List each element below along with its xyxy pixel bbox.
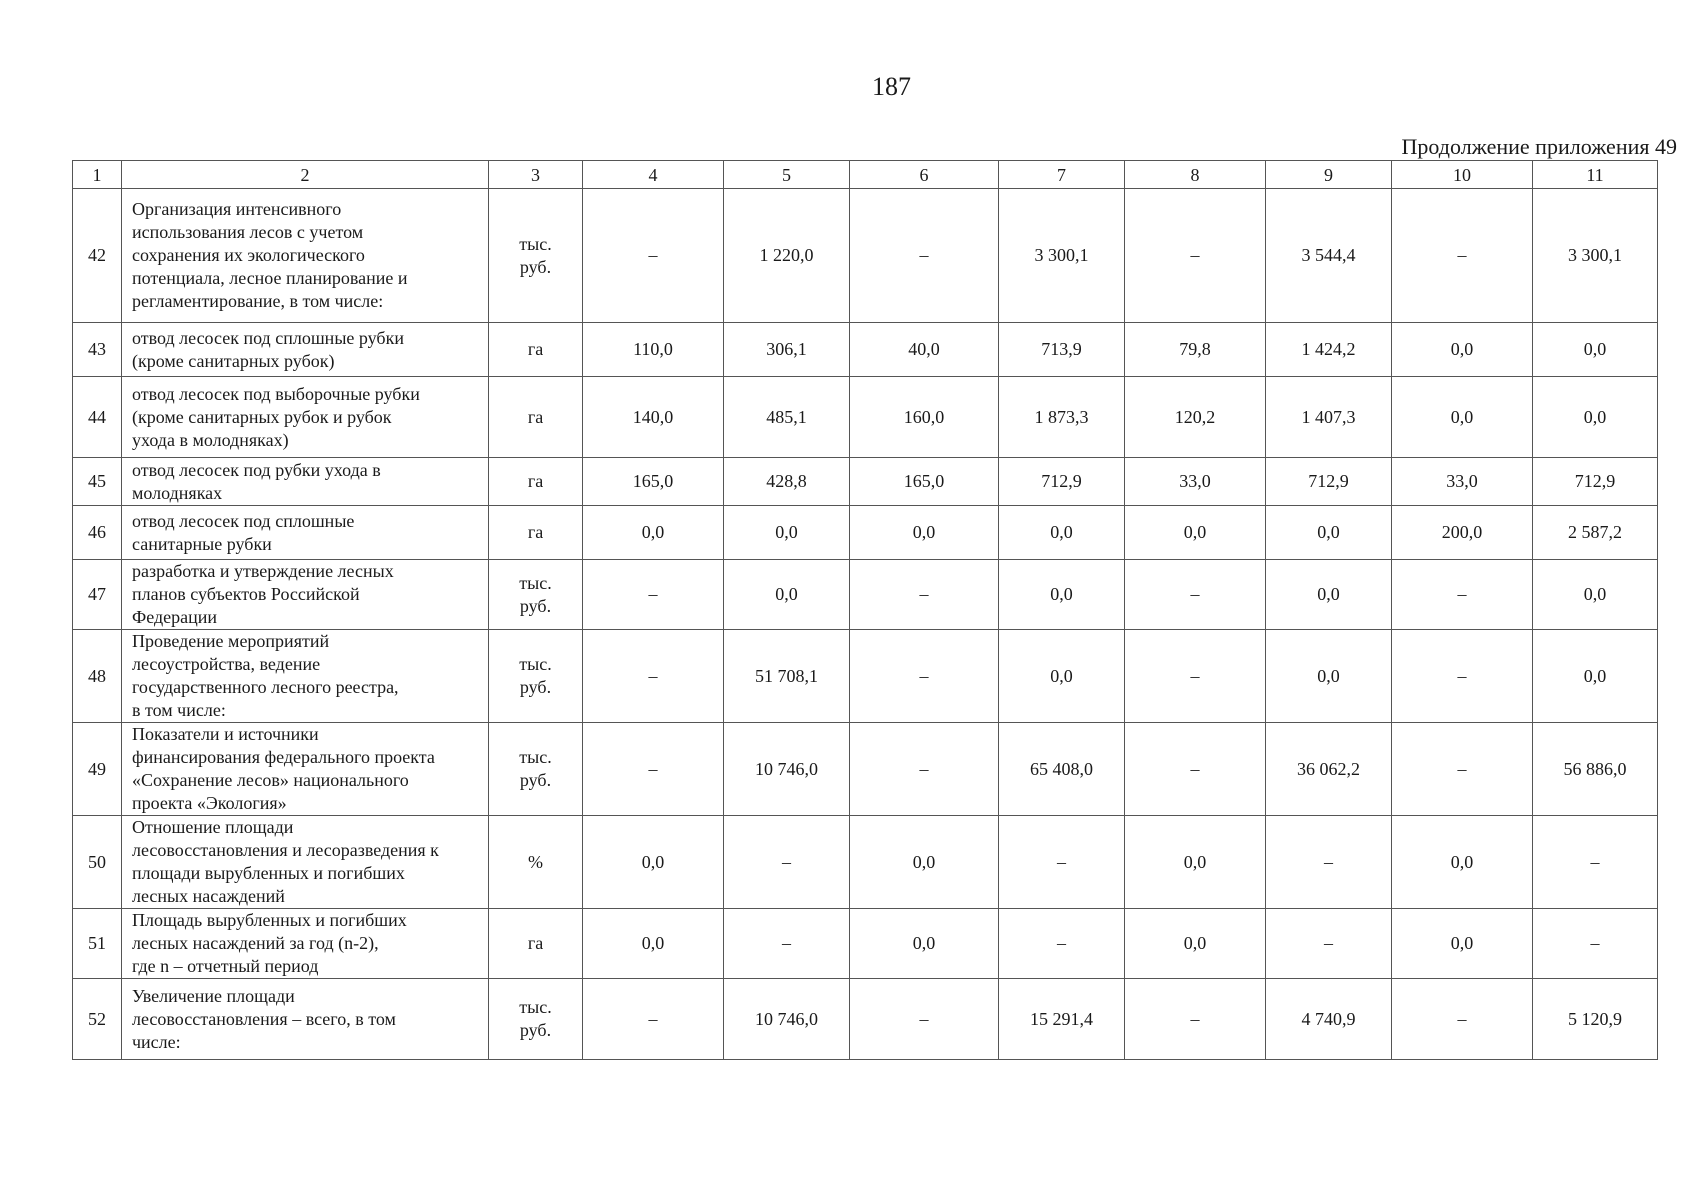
value-cell: – — [583, 560, 724, 630]
column-header: 3 — [489, 161, 583, 189]
value-cell: 36 062,2 — [1266, 723, 1392, 816]
value-cell: – — [724, 816, 850, 909]
table-row — [73, 323, 1658, 377]
value-cell: – — [1392, 189, 1533, 323]
indicator-name — [122, 909, 489, 979]
indicator-name — [122, 816, 489, 909]
value-cell: 0,0 — [1392, 377, 1533, 458]
unit-line: тыс. — [519, 747, 552, 767]
indicator-name-line: отвод лесосек под рубки ухода в — [132, 459, 381, 480]
indicator-name-line: потенциала, лесное планирование и — [132, 268, 408, 288]
indicator-name-line: «Сохранение лесов» национального — [132, 770, 409, 790]
continuation-caption: Продолжение приложения 49 — [1401, 134, 1677, 159]
column-header: 4 — [583, 161, 724, 189]
table-row — [73, 979, 1658, 1060]
indicator-name — [122, 560, 489, 630]
column-header: 5 — [724, 161, 850, 189]
value-cell: – — [850, 560, 999, 630]
indicator-name-line: Площадь вырубленных и погибших — [132, 910, 407, 930]
value-cell: – — [850, 630, 999, 723]
value-cell: 200,0 — [1392, 506, 1533, 560]
value-cell: – — [999, 816, 1125, 909]
table-row — [73, 630, 1658, 723]
value-cell: 56 886,0 — [1533, 723, 1658, 816]
table-row — [73, 723, 1658, 816]
row-number: 50 — [73, 816, 122, 909]
value-cell: 110,0 — [583, 323, 724, 377]
indicator-name-line: разработка и утверждение лесных — [132, 561, 394, 581]
indicator-name-line: использования лесов с учетом — [132, 222, 364, 242]
indicator-name-line: числе: — [132, 1031, 181, 1052]
value-cell: – — [583, 723, 724, 816]
value-cell: 0,0 — [1266, 506, 1392, 560]
value-cell: 79,8 — [1125, 323, 1266, 377]
value-cell: 5 120,9 — [1533, 979, 1658, 1060]
value-cell: 0,0 — [1266, 560, 1392, 630]
value-cell: – — [999, 909, 1125, 979]
unit-cell — [489, 560, 583, 630]
value-cell: 3 544,4 — [1266, 189, 1392, 323]
value-cell: 1 407,3 — [1266, 377, 1392, 458]
value-cell: – — [583, 189, 724, 323]
value-cell: 0,0 — [724, 506, 850, 560]
value-cell: 713,9 — [999, 323, 1125, 377]
value-cell: – — [1533, 816, 1658, 909]
value-cell: – — [1533, 909, 1658, 979]
column-header: 2 — [122, 161, 489, 189]
column-header: 8 — [1125, 161, 1266, 189]
column-header: 11 — [1533, 161, 1658, 189]
table-row — [73, 560, 1658, 630]
unit-line: га — [527, 406, 544, 427]
indicator-name-line: лесовосстановления – всего, в том — [132, 1008, 396, 1029]
value-cell: 712,9 — [1533, 458, 1658, 506]
indicator-name — [122, 979, 489, 1060]
unit-cell — [489, 979, 583, 1060]
value-cell: 15 291,4 — [999, 979, 1125, 1060]
unit-cell — [489, 506, 583, 560]
unit-line: руб. — [519, 256, 552, 277]
indicator-name-line: регламентирование, в том числе: — [132, 291, 384, 311]
value-cell: 10 746,0 — [724, 979, 850, 1060]
value-cell: 0,0 — [1533, 377, 1658, 458]
unit-line: тыс. — [519, 654, 552, 674]
unit-line: га — [527, 522, 544, 542]
value-cell: 0,0 — [999, 506, 1125, 560]
table-row — [73, 909, 1658, 979]
row-number: 42 — [73, 189, 122, 323]
value-cell: – — [850, 723, 999, 816]
value-cell: 165,0 — [583, 458, 724, 506]
value-cell: 0,0 — [1392, 816, 1533, 909]
indicator-name-line: лесовосстановления и лесоразведения к — [132, 840, 439, 860]
value-cell: 33,0 — [1392, 458, 1533, 506]
indicator-name-line: ухода в молодняках) — [132, 429, 289, 450]
unit-cell — [489, 377, 583, 458]
column-header: 10 — [1392, 161, 1533, 189]
value-cell: 0,0 — [1533, 560, 1658, 630]
unit-line: руб. — [519, 677, 552, 697]
indicator-name-line: лесоустройства, ведение — [132, 654, 321, 674]
unit-line: руб. — [519, 595, 552, 616]
table-row — [73, 189, 1658, 323]
value-cell: – — [1125, 189, 1266, 323]
indicator-name-line: Федерации — [132, 607, 218, 627]
value-cell: 306,1 — [724, 323, 850, 377]
value-cell: – — [1125, 723, 1266, 816]
row-number: 44 — [73, 377, 122, 458]
indicator-name-line: отвод лесосек под сплошные — [132, 510, 355, 531]
value-cell: 160,0 — [850, 377, 999, 458]
indicator-name-line: в том числе: — [132, 700, 226, 720]
value-cell: – — [1125, 630, 1266, 723]
value-cell: 10 746,0 — [724, 723, 850, 816]
unit-cell — [489, 816, 583, 909]
value-cell: 2 587,2 — [1533, 506, 1658, 560]
indicator-name — [122, 630, 489, 723]
row-number: 49 — [73, 723, 122, 816]
indicator-name — [122, 377, 489, 458]
value-cell: 0,0 — [850, 816, 999, 909]
value-cell: 0,0 — [1533, 323, 1658, 377]
value-cell: 0,0 — [583, 816, 724, 909]
value-cell: 0,0 — [1266, 630, 1392, 723]
table-row — [73, 377, 1658, 458]
unit-line: тыс. — [519, 572, 552, 593]
row-number: 46 — [73, 506, 122, 560]
value-cell: 0,0 — [850, 506, 999, 560]
value-cell: 1 873,3 — [999, 377, 1125, 458]
value-cell: 51 708,1 — [724, 630, 850, 723]
value-cell: 4 740,9 — [1266, 979, 1392, 1060]
table-body — [73, 189, 1658, 1060]
unit-line: тыс. — [519, 233, 552, 254]
value-cell: 428,8 — [724, 458, 850, 506]
indicator-name-line: площади вырубленных и погибших — [132, 863, 405, 883]
unit-line: руб. — [519, 1020, 552, 1040]
unit-cell — [489, 323, 583, 377]
table-row — [73, 816, 1658, 909]
value-cell: 120,2 — [1125, 377, 1266, 458]
indicator-name-line: Показатели и источники — [132, 724, 319, 744]
indicator-name-line: Отношение площади — [132, 817, 294, 837]
column-header: 7 — [999, 161, 1125, 189]
value-cell: – — [1266, 816, 1392, 909]
indicator-name — [122, 189, 489, 323]
unit-cell — [489, 723, 583, 816]
unit-cell — [489, 630, 583, 723]
page-number: 187 — [872, 72, 911, 101]
value-cell: – — [1392, 630, 1533, 723]
indicator-name — [122, 723, 489, 816]
indicator-name-line: отвод лесосек под выборочные рубки — [132, 383, 420, 404]
value-cell: 0,0 — [850, 909, 999, 979]
value-cell: 485,1 — [724, 377, 850, 458]
indicator-name-line: планов субъектов Российской — [132, 584, 360, 604]
value-cell: – — [850, 979, 999, 1060]
row-number: 51 — [73, 909, 122, 979]
unit-cell — [489, 458, 583, 506]
indicator-name-line: Проведение мероприятий — [132, 631, 330, 651]
indicator-name — [122, 458, 489, 506]
indicator-name-line: лесных насаждений за год (n-2), — [132, 933, 379, 953]
indicator-name-line: отвод лесосек под сплошные рубки — [132, 327, 404, 348]
value-cell: – — [1125, 560, 1266, 630]
header-row — [73, 161, 1658, 189]
indicator-name-line: сохранения их экологического — [132, 245, 365, 265]
value-cell: 1 424,2 — [1266, 323, 1392, 377]
value-cell: 0,0 — [1392, 323, 1533, 377]
row-number: 45 — [73, 458, 122, 506]
value-cell: 0,0 — [583, 506, 724, 560]
value-cell: 0,0 — [1125, 506, 1266, 560]
indicator-name — [122, 506, 489, 560]
indicator-name-line: молодняках — [132, 482, 223, 503]
value-cell: 712,9 — [999, 458, 1125, 506]
column-header: 6 — [850, 161, 999, 189]
unit-cell — [489, 189, 583, 323]
value-cell: 40,0 — [850, 323, 999, 377]
value-cell: – — [724, 909, 850, 979]
value-cell: 712,9 — [1266, 458, 1392, 506]
value-cell: 0,0 — [999, 630, 1125, 723]
value-cell: 0,0 — [1533, 630, 1658, 723]
value-cell: 65 408,0 — [999, 723, 1125, 816]
value-cell: 33,0 — [1125, 458, 1266, 506]
unit-line: га — [527, 933, 544, 953]
indicator-name-line: лесных насаждений — [132, 886, 285, 906]
value-cell: 0,0 — [1125, 816, 1266, 909]
unit-line: га — [527, 339, 544, 359]
value-cell: 0,0 — [724, 560, 850, 630]
indicator-name-line: финансирования федерального проекта — [132, 747, 435, 767]
unit-line: % — [528, 851, 543, 872]
row-number: 47 — [73, 560, 122, 630]
value-cell: – — [1392, 560, 1533, 630]
value-cell: – — [1392, 723, 1533, 816]
indicator-name-line: государственного лесного реестра, — [132, 677, 399, 697]
indicator-name-line: где n – отчетный период — [132, 956, 319, 976]
indicator-name-line: санитарные рубки — [132, 533, 272, 554]
table-row — [73, 506, 1658, 560]
row-number: 48 — [73, 630, 122, 723]
row-number: 43 — [73, 323, 122, 377]
data-table — [72, 160, 1658, 1060]
column-header: 9 — [1266, 161, 1392, 189]
value-cell: 1 220,0 — [724, 189, 850, 323]
value-cell: 3 300,1 — [1533, 189, 1658, 323]
value-cell: 0,0 — [1125, 909, 1266, 979]
indicator-name — [122, 323, 489, 377]
value-cell: 3 300,1 — [999, 189, 1125, 323]
unit-line: тыс. — [519, 997, 552, 1017]
value-cell: – — [1125, 979, 1266, 1060]
indicator-name-line: Увеличение площади — [132, 985, 295, 1006]
value-cell: 0,0 — [583, 909, 724, 979]
value-cell: – — [1392, 979, 1533, 1060]
table-row — [73, 458, 1658, 506]
value-cell: 165,0 — [850, 458, 999, 506]
indicator-name-line: (кроме санитарных рубок) — [132, 350, 335, 371]
indicator-name-line: проекта «Экология» — [132, 793, 287, 813]
value-cell: 0,0 — [1392, 909, 1533, 979]
unit-line: га — [527, 471, 544, 491]
value-cell: – — [583, 979, 724, 1060]
unit-cell — [489, 909, 583, 979]
indicator-name-line: (кроме санитарных рубок и рубок — [132, 406, 392, 427]
value-cell: – — [583, 630, 724, 723]
row-number: 52 — [73, 979, 122, 1060]
value-cell: 0,0 — [999, 560, 1125, 630]
column-header: 1 — [73, 161, 122, 189]
indicator-name-line: Организация интенсивного — [132, 199, 342, 219]
value-cell: – — [850, 189, 999, 323]
value-cell: – — [1266, 909, 1392, 979]
unit-line: руб. — [519, 770, 552, 790]
value-cell: 140,0 — [583, 377, 724, 458]
